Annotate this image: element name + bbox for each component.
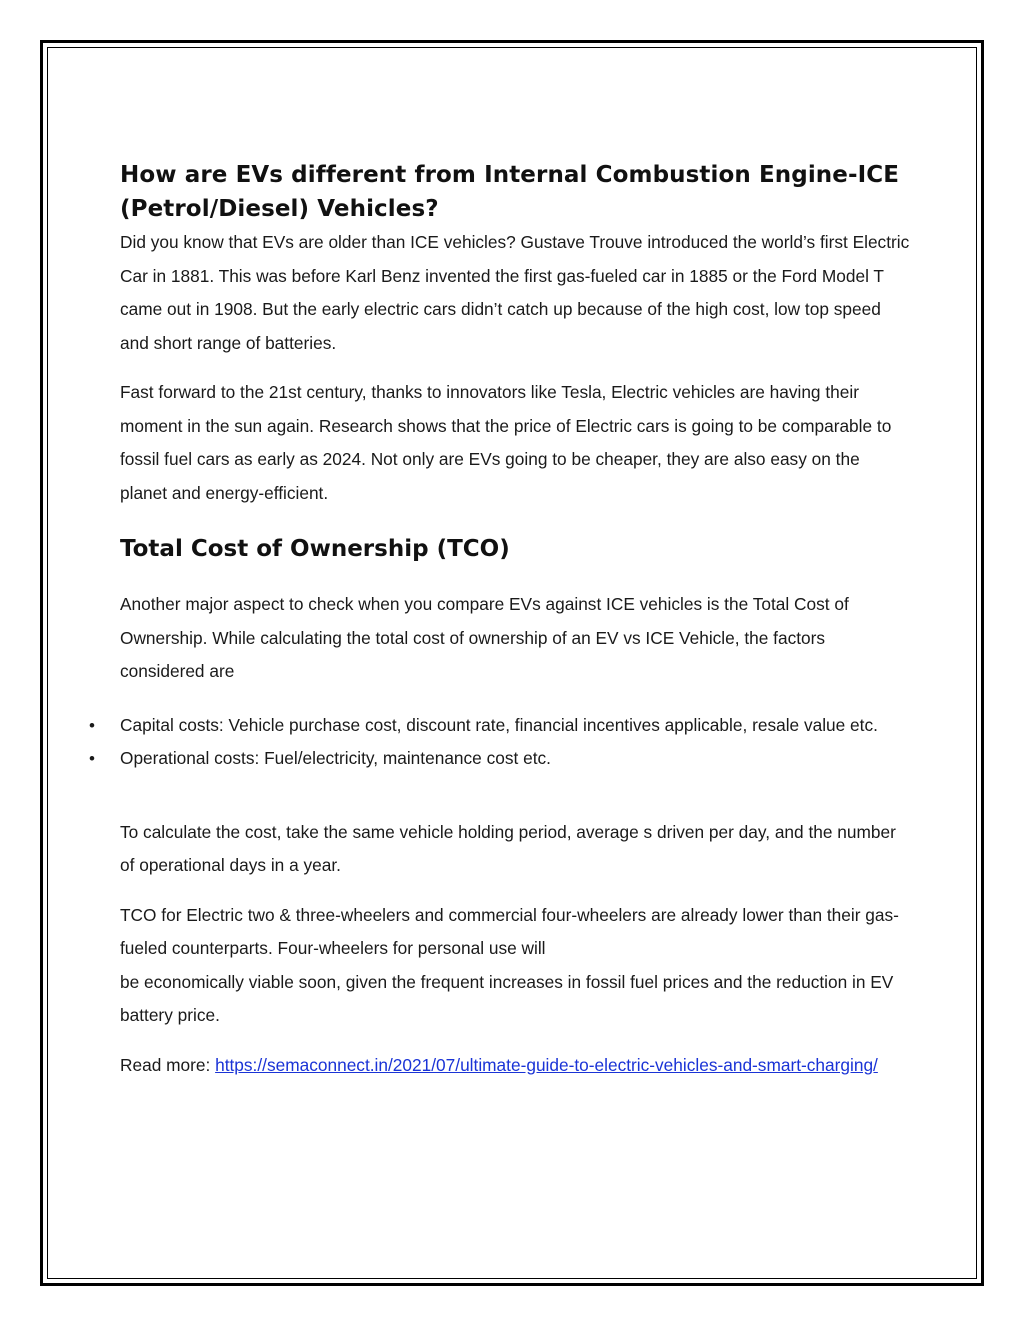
list-item	[89, 742, 910, 776]
paragraph-calculate-cost: To calculate the cost, take the same vehicle holding period, average s driven per day, and the number of operational days in a year.	[120, 821, 896, 875]
read-more	[120, 1049, 910, 1083]
list-item-text: Capital costs: Vehicle purchase cost, discount rate, financial incentives applicable, resale value etc.	[120, 714, 878, 735]
paragraph-ev-21st-century: Fast forward to the 21st century, thanks to innovators like Tesla, Electric vehicles are having their moment in the sun again. Research shows that the price of Electric cars is going to be comparable to fossil fuel cars as early as 2024. Not only are EVs going to be cheaper, they are also easy on the planet and energy-efficient.	[120, 382, 892, 503]
document-content	[89, 158, 910, 1082]
section-heading-tco: Total Cost of Ownership (TCO)	[120, 536, 510, 562]
bullet-icon: •	[89, 749, 95, 768]
read-more-link[interactable]: https://semaconnect.in/2021/07/ultimate-guide-to-electric-vehicles-and-smart-charging/	[215, 1054, 878, 1075]
list-item-text: Operational costs: Fuel/electricity, maintenance cost etc.	[120, 748, 551, 768]
paragraph-tco-intro: Another major aspect to check when you compare EVs against ICE vehicles is the Total Cost of Ownership. While calculating the total cost of ownership of an EV vs ICE Vehicle, the factors considered are	[120, 594, 849, 681]
section-heading-ev-vs-ice: How are EVs different from Internal Combustion Engine-ICE (Petrol/Diesel) Vehicles?	[120, 162, 900, 222]
paragraph-tco-comparison	[120, 899, 910, 1033]
read-more-label: Read more:	[120, 1054, 216, 1075]
list-item	[89, 709, 910, 743]
paragraph-line: be economically viable soon, given the frequent increases in fossil fuel prices and the reduction in EV battery price.	[120, 971, 894, 1025]
paragraph-line: TCO for Electric two & three-wheelers and commercial four-wheelers are already lower than their gas-fueled counterparts. Four-wheelers for personal use will	[120, 904, 899, 958]
tco-factors-list	[89, 709, 910, 776]
bullet-icon: •	[89, 715, 95, 735]
paragraph-ev-history: Did you know that EVs are older than ICE vehicles? Gustave Trouve introduced the world’s first Electric Car in 1881. This was before Karl Benz invented the first gas-fueled car in 1885 or the Ford Model T came out in 1908. But the early electric cars didn’t catch up because of the high cost, low top speed and short range of batteries.	[120, 232, 910, 353]
